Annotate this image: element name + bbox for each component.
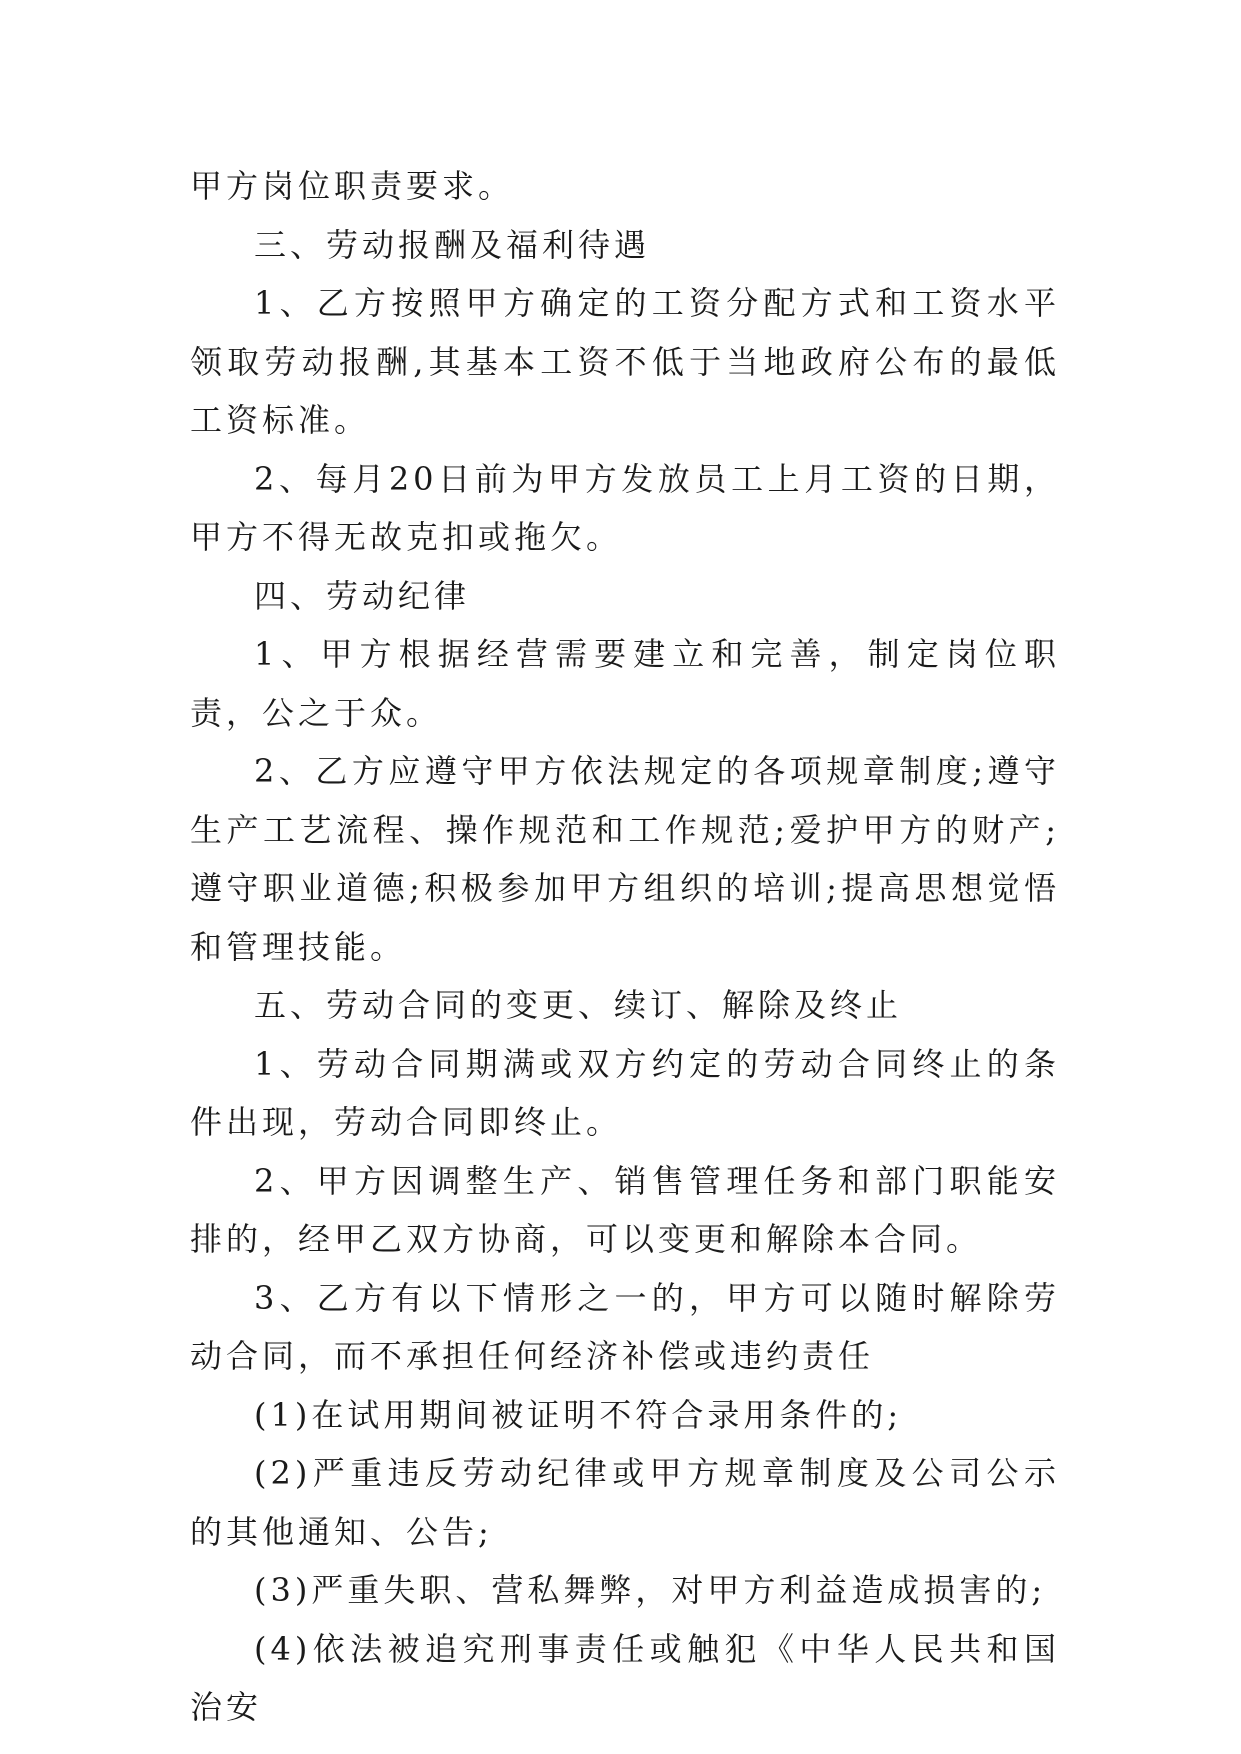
paragraph: 1、乙方按照甲方确定的工资分配方式和工资水平领取劳动报酬,其基本工资不低于当地政府公布的最低工资标准。	[190, 284, 1060, 439]
list-item: (1)在试用期间被证明不符合录用条件的;	[254, 1395, 903, 1434]
paragraph: 2、乙方应遵守甲方依法规定的各项规章制度;遵守生产工艺流程、操作规范和工作规范;爱护甲方的财产;遵守职业道德;积极参加甲方组织的培训;提高思想觉悟和管理技能。	[190, 752, 1060, 966]
section-heading: 五、劳动合同的变更、续订、解除及终止	[254, 986, 903, 1024]
paragraph: 2、每月20日前为甲方发放员工上月工资的日期，甲方不得无故克扣或拖欠。	[190, 459, 1060, 556]
list-item: (3)严重失职、营私舞弊，对甲方利益造成损害的;	[254, 1571, 1047, 1609]
paragraph: 2、甲方因调整生产、销售管理任务和部门职能安排的，经甲乙双方协商，可以变更和解除本合同。	[190, 1161, 1060, 1258]
section-heading: 三、劳动报酬及福利待遇	[254, 225, 651, 264]
section-heading: 四、劳动纪律	[254, 576, 471, 615]
paragraph: 1、劳动合同期满或双方约定的劳动合同终止的条件出现，劳动合同即终止。	[190, 1044, 1060, 1141]
document-body	[190, 157, 1060, 1737]
list-item: (2)严重违反劳动纪律或甲方规章制度及公司公示的其他通知、公告;	[190, 1454, 1060, 1551]
paragraph: 3、乙方有以下情形之一的，甲方可以随时解除劳动合同，而不承担任何经济补偿或违约责任	[190, 1278, 1060, 1375]
paragraph: 1、甲方根据经营需要建立和完善，制定岗位职责，公之于众。	[190, 635, 1060, 732]
list-item: (4)依法被追究刑事责任或触犯《中华人民共和国治安	[190, 1629, 1060, 1726]
paragraph: 甲方岗位职责要求。	[190, 167, 515, 205]
